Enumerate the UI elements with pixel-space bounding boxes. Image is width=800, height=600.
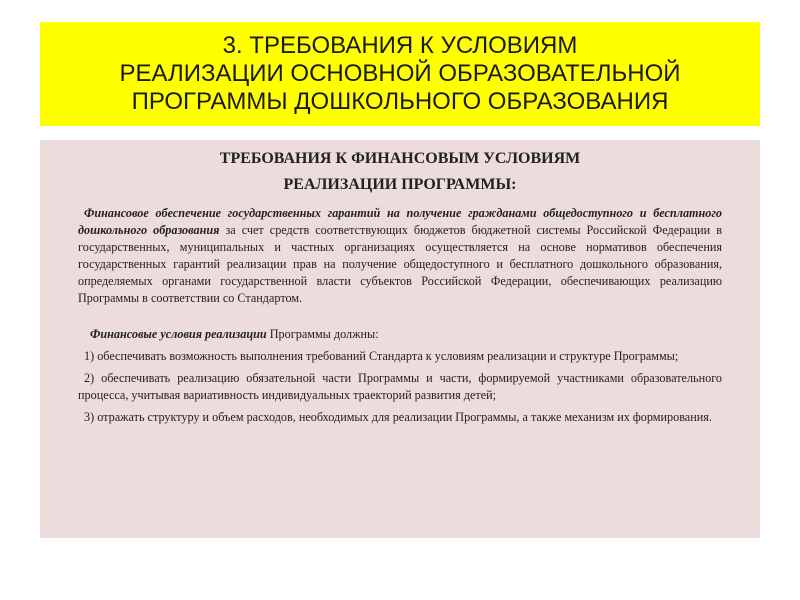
title-line-3: ПРОГРАММЫ ДОШКОЛЬНОГО ОБРАЗОВАНИЯ [131,88,669,115]
intro-emphasis: Финансовое обеспечение государственных гарантий на получение гражданами общедоступного и бесплатного дошкольного образования [78,206,722,237]
conditions-emphasis: Финансовые условия реализации [90,327,267,341]
content-panel [40,140,760,538]
section-heading-line-1: ТРЕБОВАНИЯ К ФИНАНСОВЫМ УСЛОВИЯМ [219,150,581,167]
title-line-1: 3. ТРЕБОВАНИЯ К УСЛОВИЯМ [222,32,578,59]
title-line-2: РЕАЛИЗАЦИИ ОСНОВНОЙ ОБРАЗОВАТЕЛЬНОЙ [119,60,681,87]
list-item: 2) обеспечивать реализацию обязательной части Программы и части, формируемой участниками образовательного процесса, учитывая вариативность индивидуальных траекторий развития детей; [78,371,722,402]
conditions-rest: Программы должны: [266,327,379,341]
section-heading-line-2: РЕАЛИЗАЦИИ ПРОГРАММЫ: [283,176,517,193]
list-item: 3) отражать структуру и объем расходов, необходимых для реализации Программы, а также механизм их формирования. [84,410,712,424]
intro-rest: за счет средств соответствующих бюджетов бюджетной системы Российской Федерации в государственных, муниципальных и частных организациях осуществляется на основе нормативов обеспечения государственных гарантий реализации прав на получение общедоступного и бесплатного дошкольного образования, определяемых органами государственной власти субъектов Российской Федерации, обеспечивающих реализацию Программы в соответствии со Стандартом. [78,223,722,305]
conditions-paragraph [78,326,722,343]
list-item: 1) обеспечивать возможность выполнения требований Стандарта к условиям реализации и структуре Программы; [84,349,679,363]
slide-title [40,22,760,126]
intro-paragraph [78,205,722,307]
